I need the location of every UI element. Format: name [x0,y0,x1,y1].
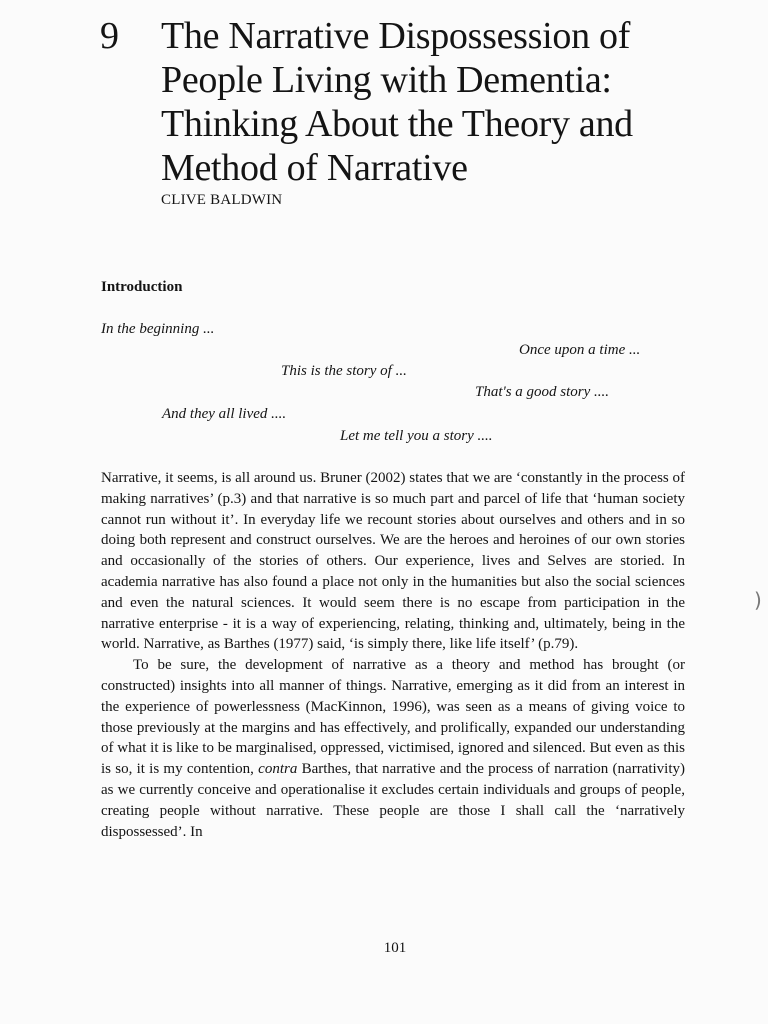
epigraph-line: Let me tell you a story .... [340,428,493,444]
body-text [101,468,685,842]
epigraph-line: And they all lived .... [162,406,287,422]
chapter-author: CLIVE BALDWIN [161,192,283,208]
paragraph: Narrative, it seems, is all around us. Bruner (2002) states that we are ‘constantly in the process of making narratives’ (p.3) and that narrative is so much part and parcel of life that ‘human society cannot run without it’. In everyday life we recount stories about ourselves and others and in so doing both represent and construct ourselves. We are the heroes and heroines of our own stories and occasionally of the stories of others. Our experience, lives and Selves are storied. In academia narrative has also found a place not only in the humanities but also the social sciences and even the natural sciences. It would seem there is no escape from participation in the narrative enterprise - it is a way of experiencing, relating, thinking and, ultimately, being in the world. Narrative, as Barthes (1977) said, ‘is simply there, like life itself’ (p.79). [101,470,685,653]
epigraph-line: Once upon a time ... [519,342,641,358]
chapter-number: 9 [100,15,119,57]
chapter-title: The Narrative Dispossession of People Living with Dementia: Thinking About the Theory and Method of Narrative [161,15,633,189]
page-edge-mark: ) [754,588,762,612]
paragraph-text: To be sure, the development of narrative as a theory and method has brought (or constructed) insights into all manner of things. Narrative, emerging as it did from an interest in the experience of powerlessness (MacKinnon, 1996), was seen as a means of giving voice to those previously at the margins and has effectively, and prolifically, expanded our understanding of what it is like to be marginalised, oppressed, victimised, ignored and silenced. But even as this is so, it is my contention, [101,657,685,778]
epigraph-line: This is the story of ... [281,363,407,379]
paragraph [101,655,685,842]
page-number: 101 [383,940,407,956]
paragraph-text: Barthes, that narrative and the process of narration (narrativity) as we currently conceive and operationalise it excludes certain individuals and groups of people, creating people without narrative. These people are those I shall call the ‘narratively dispossessed’. In [101,761,686,840]
epigraph-line: That's a good story .... [475,384,610,400]
epigraph-line: In the beginning ... [101,321,215,337]
section-heading: Introduction [101,279,183,295]
italic-term: contra [258,761,298,778]
